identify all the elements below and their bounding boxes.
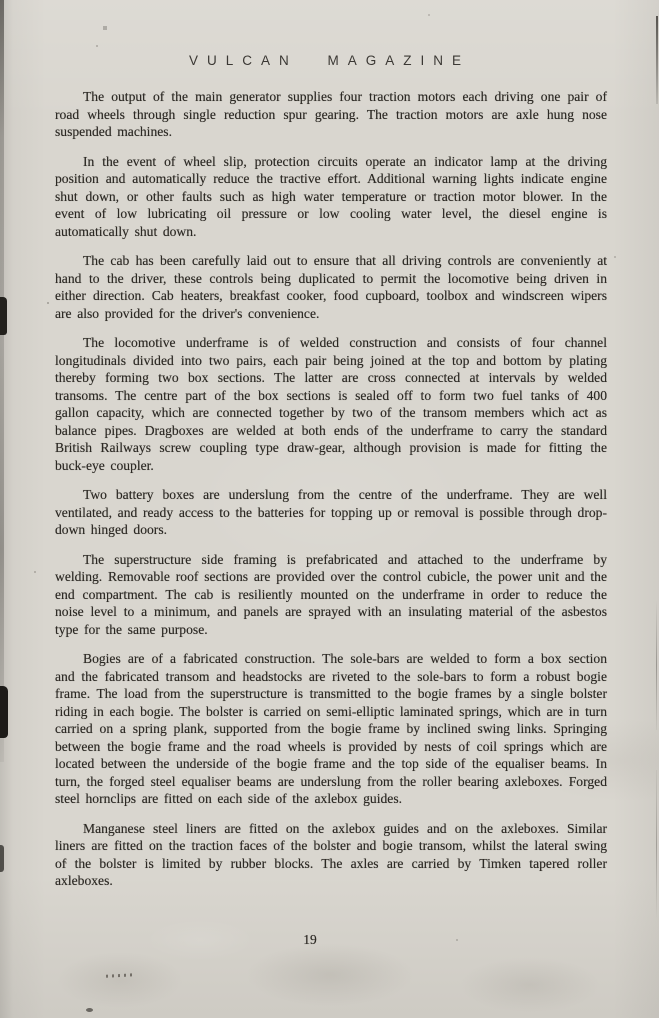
pencil-mark (106, 973, 134, 977)
body-paragraph: The output of the main generator supplies four traction motors each driving one pair of road wheels through single reduction spur gearing. The traction motors are axle hung nose suspended machines. (55, 89, 607, 139)
article-text-column (55, 88, 607, 902)
page-number: 19 (303, 932, 317, 947)
binding-mark (0, 845, 4, 872)
scan-speck (86, 1008, 93, 1012)
magazine-title: VULCAN MAGAZINE (188, 53, 471, 68)
binding-mark (0, 686, 8, 738)
body-paragraph: The cab has been carefully laid out to ensure that all driving controls are conveniently at hand to the driver, these controls being duplicated to permit the locomotive being driven in either direction. Cab heaters, breakfast cooker, food cupboard, toolbox and windscreen wipers are also provided for the driver's convenience. (55, 253, 607, 321)
body-paragraph: In the event of wheel slip, protection circuits operate an indicator lamp at the driving position and automatically reduce the tractive effort. Additional warning lights indicate engine shut down, or other faults such as high water temperature or traction motor blower. In the event of low lubricating oil pressure or low cooling water level, the diesel engine is automatically shut down. (55, 153, 607, 239)
scan-right-edge-line (656, 770, 657, 920)
binding-mark (0, 297, 7, 335)
body-paragraph: Manganese steel liners are fitted on the axlebox guides and on the axleboxes. Similar liners are fitted on the traction faces of the bolster and bogie transom, whilst the lateral swing of the bolster is limited by rubber blocks. The axles are carried by Timken tapered roller axleboxes. (55, 820, 607, 888)
body-paragraph: The superstructure side framing is prefabricated and attached to the underframe by welding. Removable roof sections are provided over the control cubicle, the power unit and the end compartment. The cab is resiliently mounted on the underframe in order to reduce the noise level to a minimum, and panels are sprayed with an insulating material of the asbestos type for the same purpose. (55, 551, 607, 637)
body-paragraph: The locomotive underframe is of welded construction and consists of four channel longitudinals divided into two pairs, each pair being joined at the top and bottom by plating thereby forming two box sections. The latter are cross connected at intervals by welded transoms. The centre part of the box sections is sealed off to form two fuel tanks of 400 gallon capacity, which are connected together by two of the transom members which act as balance pipes. Dragboxes are welded at both ends of the underframe to carry the standard British Railways screw coupling type draw-gear, although provision is made for fitting the buck-eye coupler. (55, 335, 607, 473)
body-paragraph: Bogies are of a fabricated construction. The sole-bars are welded to form a box section and the fabricated transom and headstocks are riveted to the sole-bars to form a robust bogie frame. The load from the superstructure is transmitted to the bogie frames by a single bolster riding in each bogie. The bolster is carried on semi-elliptic laminated springs, which are in turn carried on a spring plank, supported from the bogie frame by inclined swing links. Springing between the bogie frame and the road wheels is provided by nests of coil springs which are located between the underside of the bogie frame and the top side of the equaliser beams. In turn, the forged steel equaliser beams are underslung from the roller bearing axleboxes. Forged steel hornclips are fitted on each side of the axlebox guides. (55, 651, 607, 806)
body-paragraph: Two battery boxes are underslung from the centre of the underframe. They are well ventilated, and ready access to the batteries for topping up or removal is possible through drop-down hinged doors. (55, 487, 607, 537)
scan-left-edge-shadow (0, 0, 4, 762)
scan-right-edge-line (656, 600, 657, 730)
scan-speckles (0, 0, 2, 2)
